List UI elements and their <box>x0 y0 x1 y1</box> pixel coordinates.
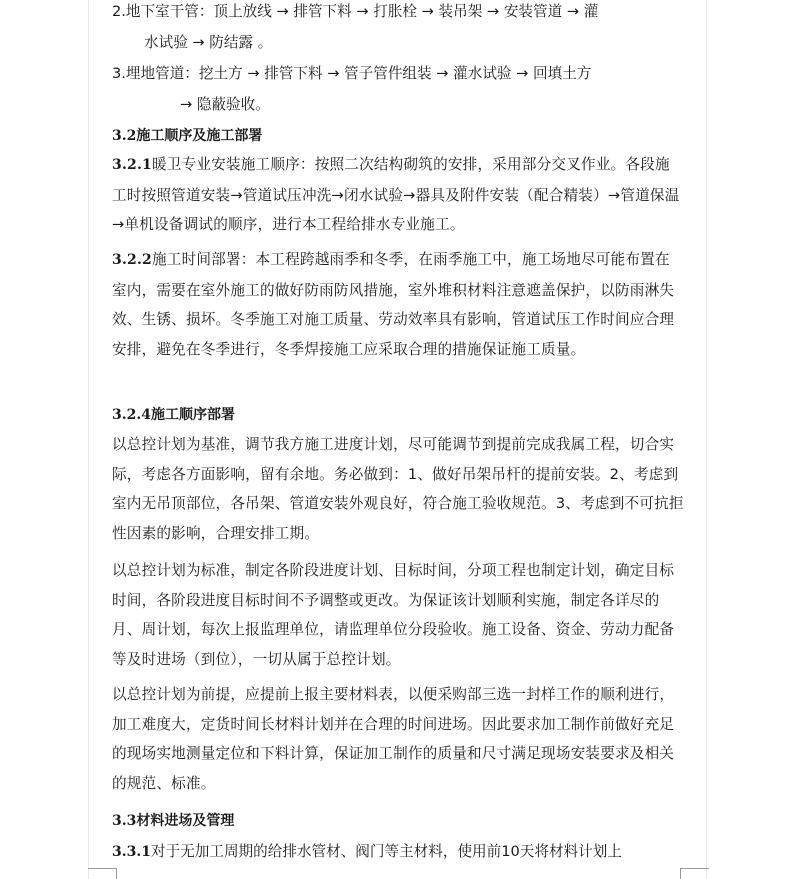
paragraph-text: 施工时间部署：本工程跨越雨季和冬季，在雨季施工中，施工场地尽可能布置在室内，需要在室外施工的做好防雨防风措施，室外堆积材料注意遮盖保护，以防雨淋失效、生锈、损坏。冬季施工对施工质量、劳动效率具有影响，管道试压工作时间应合理安排，避免在冬季进行，冬季焊接施工应采取合理的措施保证施工质量。 <box>112 251 675 358</box>
left-margin-guide <box>88 0 89 879</box>
paragraph-3-2-1 <box>112 150 684 240</box>
section-3-2-4-heading: 3.2.4施工顺序部署 <box>112 407 235 423</box>
item-2-line-2: 水试验 → 防结露 。 <box>144 34 273 51</box>
item-3-line-2: → 隐蔽验收。 <box>180 96 270 113</box>
section-3-3-heading: 3.3材料进场及管理 <box>112 813 235 829</box>
paragraph-text: 对于无加工周期的给排水管材、阀门等主材料，使用前10天将材料计划上 <box>150 843 622 860</box>
crop-mark-right <box>680 868 709 879</box>
paragraph-number: 3.2.2 <box>112 252 152 268</box>
section-3-2-heading: 3.2施工顺序及施工部署 <box>112 128 263 144</box>
paragraph-3-3-1 <box>112 840 622 861</box>
paragraph-number: 3.2.1 <box>112 157 152 173</box>
paragraph-schedule-baseline: 以总控计划为基准，调节我方施工进度计划，尽可能调节到提前完成我属工程，切合实际，考虑各方面影响，留有余地。务必做到：1、做好吊架吊杆的提前安装。2、考虑到室内无吊顶部位，各吊架、管道安装外观良好，符合施工验收规范。3、考虑到不可抗拒性因素的影响，合理安排工期。 <box>112 436 684 542</box>
paragraph-3-2-2 <box>112 245 684 364</box>
paragraph-schedule-premise: 以总控计划为前提，应提前上报主要材料表，以便采购部三选一封样工作的顺利进行，加工难度大，定货时间长材料计划并在合理的时间进场。因此要求加工制作前做好充足的现场实地测量定位和下料计算，保证加工制作的质量和尺寸满足现场安装要求及相关的规范、标准。 <box>112 686 675 792</box>
paragraph-schedule-standard: 以总控计划为标准，制定各阶段进度计划、目标时间，分项工程也制定计划，确定目标时间，各阶段进度目标时间不予调整或更改。为保证该计划顺利实施，制定各详尽的月、周计划，每次上报监理单位，请监理单位分段验收。施工设备、资金、劳动力配备等及时进场（到位），一切从属于总控计划。 <box>112 562 675 668</box>
right-margin-guide <box>706 0 707 879</box>
item-2-line-1: 2.地下室干管：顶上放线 → 排管下料 → 打胀栓 → 装吊架 → 安装管道 → 灌 <box>112 3 599 20</box>
item-3-line-1: 3.埋地管道：挖土方 → 排管下料 → 管子管件组装 → 灌水试验 → 回填土方 <box>112 65 592 82</box>
crop-mark-left <box>88 868 117 879</box>
paragraph-text: 暖卫专业安装施工顺序：按照二次结构砌筑的安排，采用部分交叉作业。各段施工时按照管道安装→管道试压冲洗→闭水试验→器具及附件安装（配合精装）→管道保温→单机设备调试的顺序，进行本工程给排水专业施工。 <box>112 156 680 233</box>
paragraph-number: 3.3.1 <box>112 844 151 860</box>
